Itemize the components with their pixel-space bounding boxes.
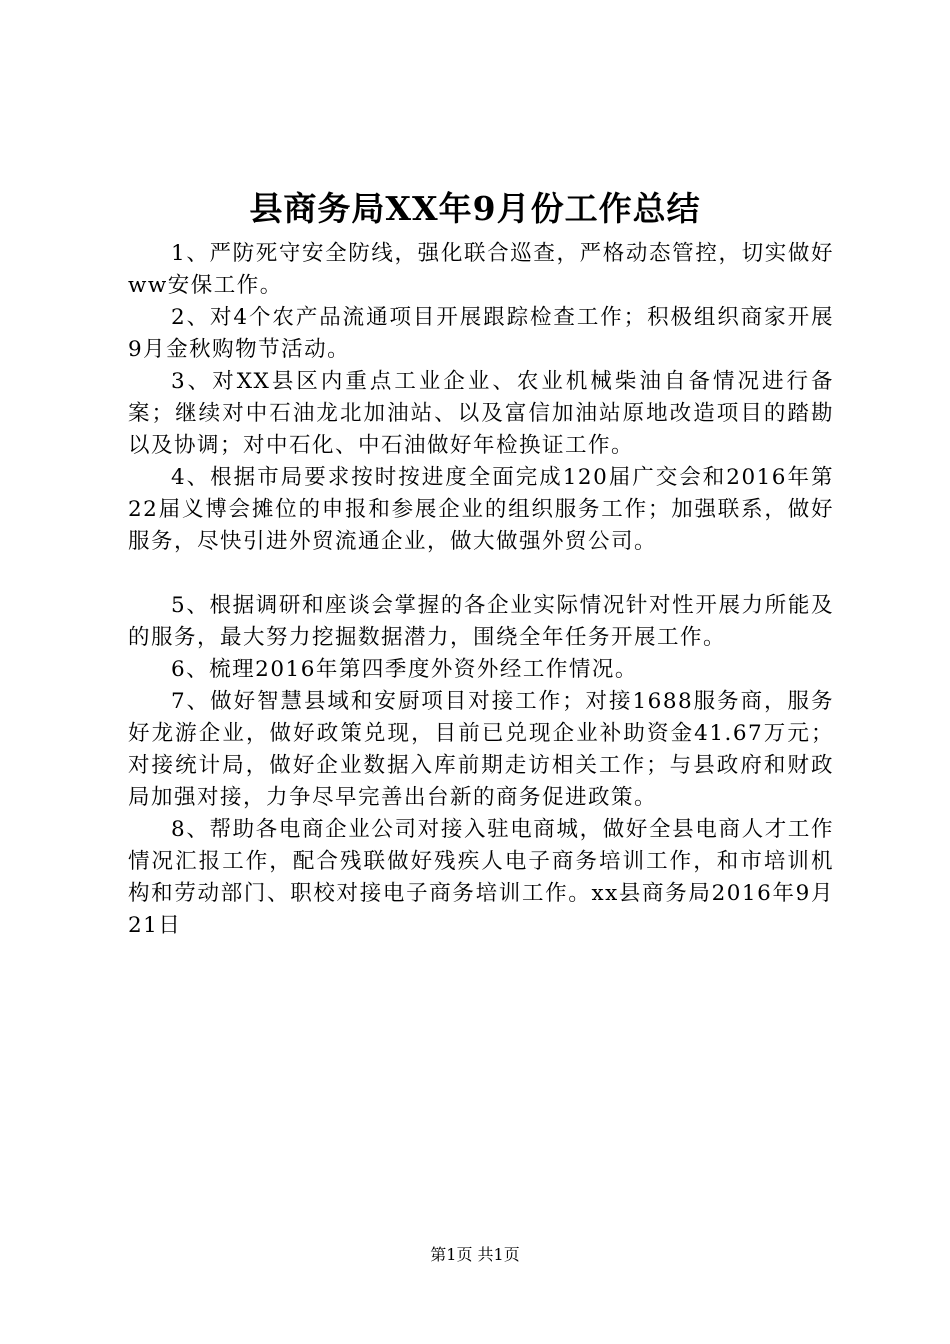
paragraph-5: 5、根据调研和座谈会掌握的各企业实际情况针对性开展力所能及的服务，最大努力挖掘数据潜力，围绕全年任务开展工作。 <box>128 593 834 650</box>
paragraph-8: 8、帮助各电商企业公司对接入驻电商城，做好全县电商人才工作情况汇报工作，配合残联做好残疾人电子商务培训工作，和市培训机构和劳动部门、职校对接电子商务培训工作。xx县商务局2016年9月21日 <box>128 817 834 938</box>
paragraph-2: 2、对4个农产品流通项目开展跟踪检查工作；积极组织商家开展9月金秋购物节活动。 <box>128 305 834 362</box>
document-body <box>128 238 834 942</box>
paragraph-4: 4、根据市局要求按时按进度全面完成120届广交会和2016年第22届义博会摊位的申报和参展企业的组织服务工作；加强联系，做好服务，尽快引进外贸流通企业，做大做强外贸公司。 <box>128 465 834 554</box>
paragraph-3: 3、对XX县区内重点工业企业、农业机械柴油自备情况进行备案；继续对中石油龙北加油站、以及富信加油站原地改造项目的踏勘以及协调；对中石化、中石油做好年检换证工作。 <box>128 369 834 458</box>
paragraph-6: 6、梳理2016年第四季度外资外经工作情况。 <box>171 657 638 682</box>
paragraph-7: 7、做好智慧县域和安厨项目对接工作；对接1688服务商，服务好龙游企业，做好政策兑现，目前已兑现企业补助资金41.67万元；对接统计局，做好企业数据入库前期走访相关工作；与县政府和财政局加强对接，力争尽早完善出台新的商务促进政策。 <box>128 689 834 810</box>
page-footer: 第1页 共1页 <box>430 1245 520 1264</box>
document-title: 县商务局XX年9月份工作总结 <box>249 189 701 228</box>
paragraph-1: 1、严防死守安全防线，强化联合巡查，严格动态管控，切实做好ww安保工作。 <box>128 241 834 298</box>
